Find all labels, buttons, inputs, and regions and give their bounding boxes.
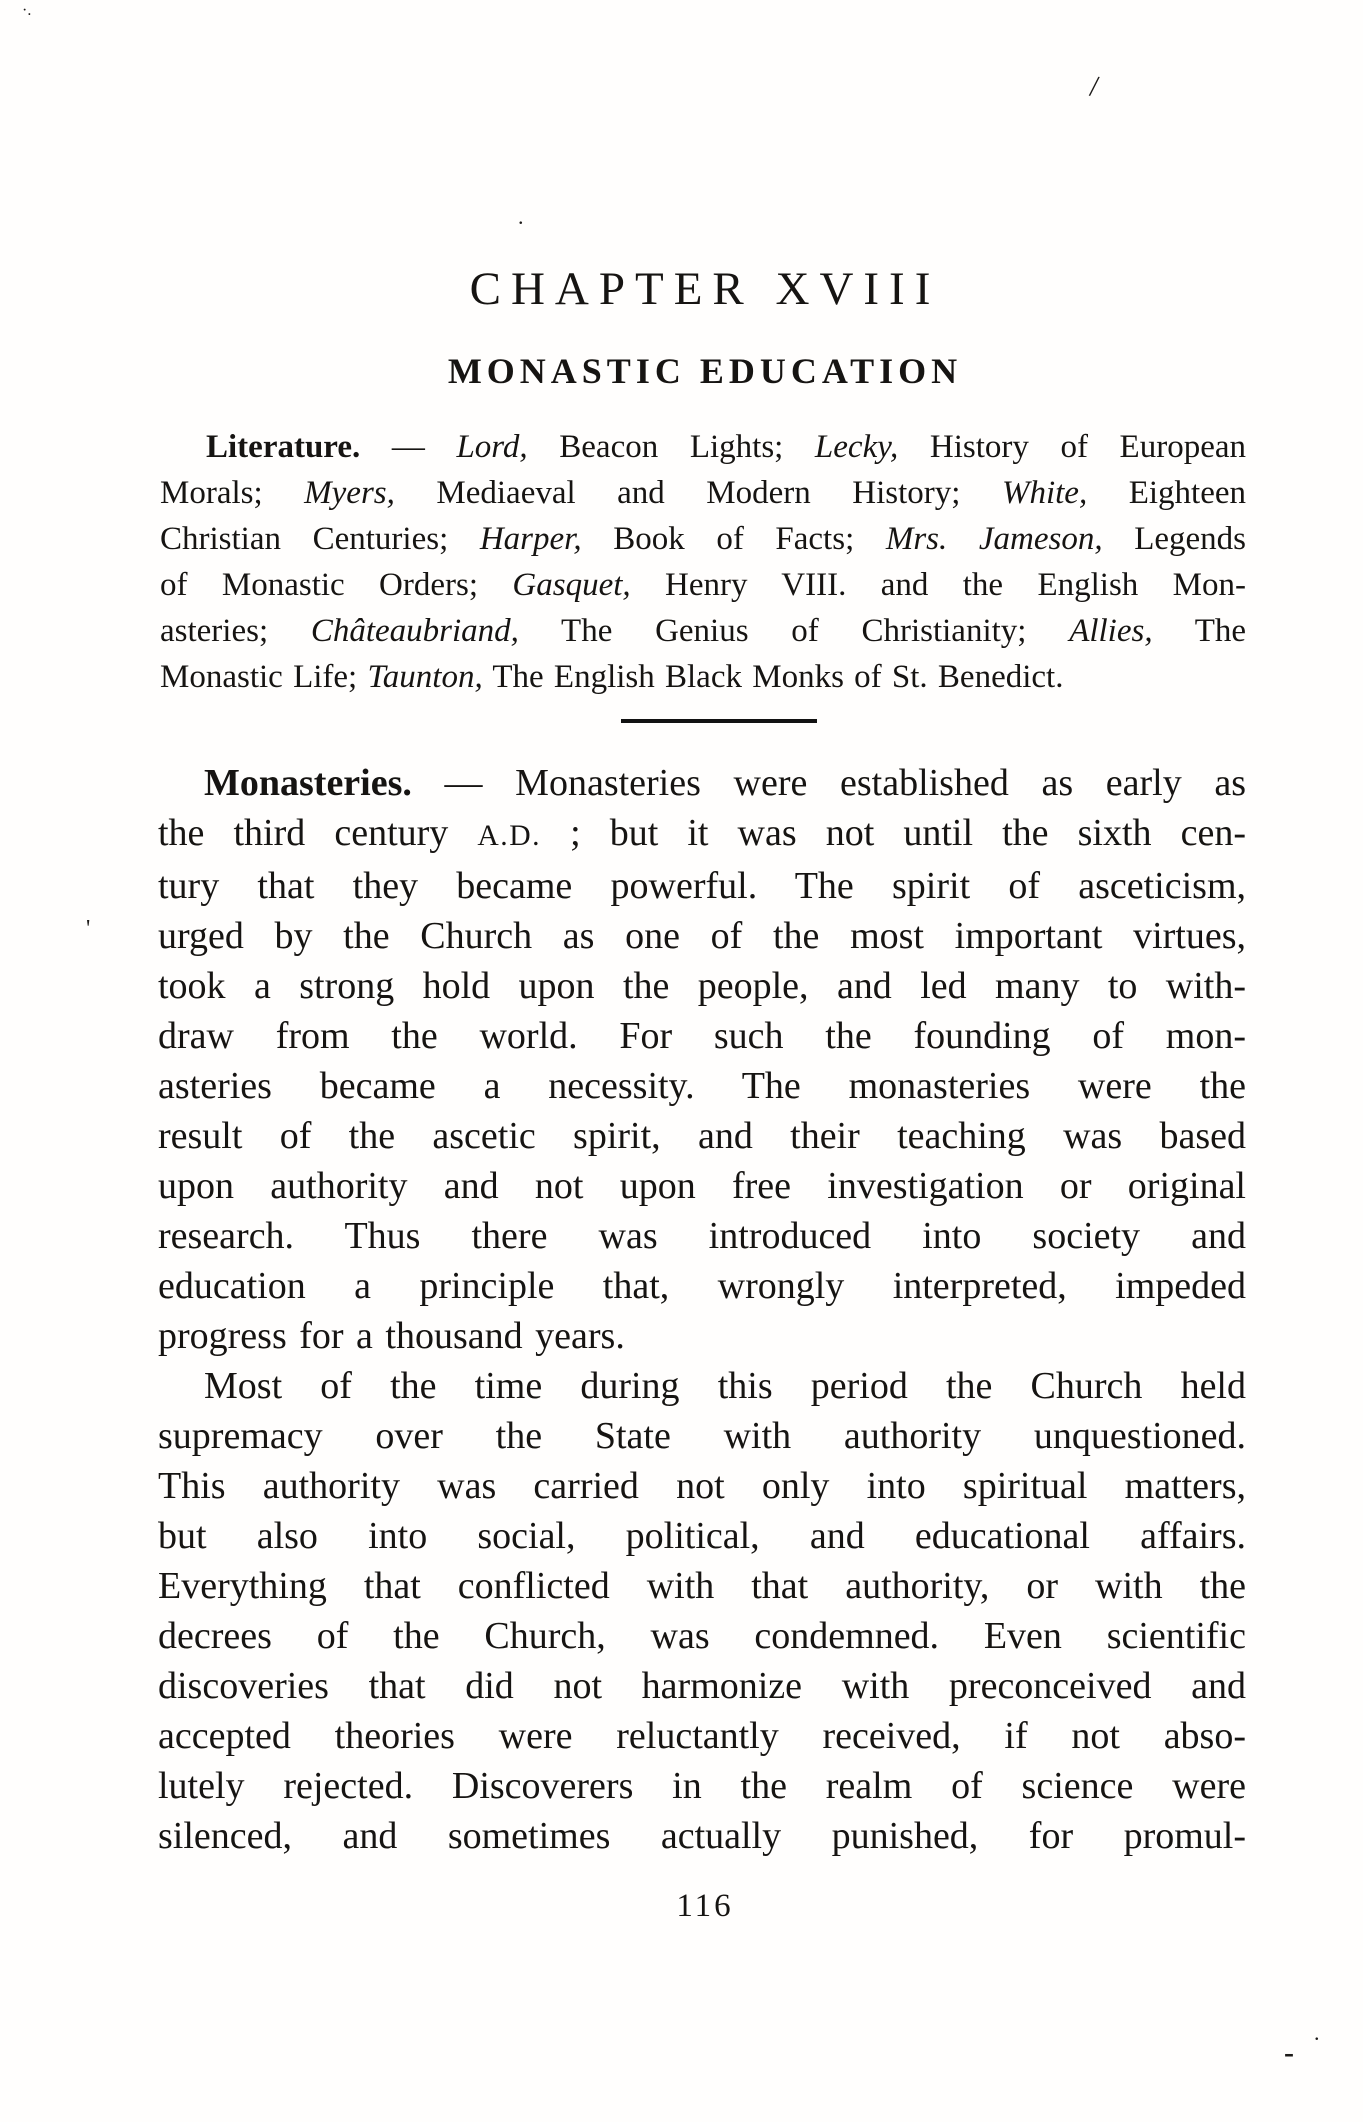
text-line: education a principle that, wrongly interpreted, impeded [158,1265,1246,1307]
body-text [158,758,1246,1861]
text-line: progress for a thousand years. [158,1315,625,1357]
text-line: but also into social, political, and educational affairs. [158,1515,1246,1557]
literature-paragraph [160,424,1246,700]
text-line: the third century A.D. ; but it was not until the sixth cen- [158,812,1246,854]
chapter-title: CHAPTER XVIII [469,263,941,315]
text-line: discoveries that did not harmonize with preconceived and [158,1665,1246,1707]
scan-dot-above-title: . [518,204,524,229]
text-line: urged by the Church as one of the most important virtues, [158,915,1246,957]
scan-slash-mark: / [1087,69,1101,104]
text-line: lutely rejected. Discoverers in the realm of science were [158,1765,1246,1807]
scan-left-margin-mark: ' [86,916,91,942]
text-line: Everything that conflicted with that authority, or with the [158,1565,1246,1607]
paragraph-church-supremacy [158,1361,1246,1861]
text-line: draw from the world. For such the founding of mon- [158,1015,1246,1057]
section-title: MONASTIC EDUCATION [447,351,963,391]
text-line: Most of the time during this period the Church held [204,1365,1246,1407]
text-line: research. Thus there was introduced into society and [158,1215,1246,1257]
text-line: Christian Centuries; Harper, Book of Facts; Mrs. Jameson, Legends [160,521,1246,557]
text-line: Monasteries. — Monasteries were established as early as [204,762,1246,804]
text-line: asteries; Châteaubriand, The Genius of Christianity; Allies, The [160,613,1247,649]
scan-speck-top-left: ·. [22,2,32,19]
text-line: asteries became a necessity. The monasteries were the [158,1065,1246,1107]
text-line: Morals; Myers, Mediaeval and Modern History; White, Eighteen [160,475,1246,511]
text-line: took a strong hold upon the people, and led many to with- [158,965,1246,1007]
text-line: accepted theories were reluctantly received, if not abso- [158,1715,1246,1757]
page-number: 116 [676,1888,734,1924]
section-divider-rule [621,719,817,723]
scan-dot-bottom-right: . [1314,2020,1320,2045]
text-line: silenced, and sometimes actually punished, for promul- [158,1815,1246,1857]
text-line: of Monastic Orders; Gasquet, Henry VIII. and the English Mon- [160,567,1246,603]
text-line: Literature. — Lord, Beacon Lights; Lecky, History of European [206,429,1246,465]
text-line: Monastic Life; Taunton, The English Black Monks of St. Benedict. [160,659,1064,695]
text-line: This authority was carried not only into spiritual matters, [158,1465,1246,1507]
scan-dash-bottom-right: - [1284,2036,1294,2069]
text-line: result of the ascetic spirit, and their teaching was based [158,1115,1246,1157]
text-line: upon authority and not upon free investigation or original [158,1165,1246,1207]
text-line: decrees of the Church, was condemned. Even scientific [158,1615,1246,1657]
paragraph-monasteries [158,758,1246,1361]
text-line: tury that they became powerful. The spirit of asceticism, [158,865,1246,907]
text-line: supremacy over the State with authority unquestioned. [158,1415,1246,1457]
